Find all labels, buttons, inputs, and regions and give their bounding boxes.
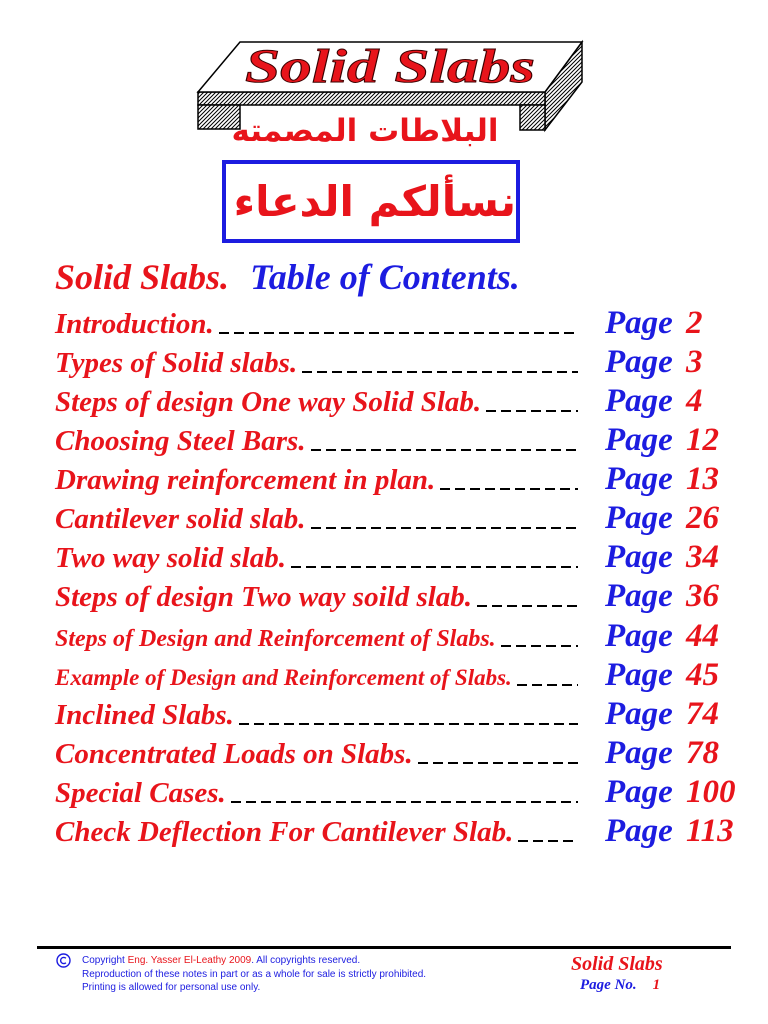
toc-entry-leader bbox=[55, 307, 578, 340]
toc-page-number: 74 bbox=[686, 695, 719, 732]
copyright-word: Copyright bbox=[82, 955, 125, 966]
toc-entry-leader bbox=[55, 466, 578, 495]
toc-dash-leader bbox=[518, 840, 578, 842]
toc-entry-leader bbox=[55, 544, 578, 573]
toc-entry-leader bbox=[55, 424, 578, 457]
toc-entry bbox=[0, 618, 768, 657]
toc-entry-title: Cantilever solid slab. bbox=[55, 503, 306, 536]
toc-entry-title: Types of Solid slabs. bbox=[55, 346, 298, 379]
toc-page-number: 113 bbox=[686, 813, 734, 850]
slab-front-edge bbox=[198, 92, 545, 105]
toc-dash-leader bbox=[311, 449, 578, 451]
toc-dash-leader bbox=[239, 723, 578, 725]
toc-page-number: 3 bbox=[686, 343, 703, 380]
page-number-label: Page No. bbox=[580, 977, 637, 993]
toc-dash-leader bbox=[440, 488, 578, 490]
toc-entry bbox=[0, 579, 768, 618]
toc-heading-subject: Solid Slabs. bbox=[55, 257, 230, 297]
toc-dash-leader bbox=[517, 684, 578, 686]
toc-entry-title: Inclined Slabs. bbox=[55, 698, 234, 731]
toc-page-number: 13 bbox=[686, 461, 719, 498]
toc-page-label: Page bbox=[605, 500, 673, 537]
toc-page-label: Page bbox=[605, 656, 673, 693]
toc-page-number: 44 bbox=[686, 617, 719, 654]
printing-notice: Printing is allowed for personal use only. bbox=[82, 982, 261, 993]
toc-entry-title: Two way solid slab. bbox=[55, 542, 286, 575]
toc-page-label: Page bbox=[605, 304, 673, 341]
toc-page-label: Page bbox=[605, 578, 673, 615]
toc-entry-leader bbox=[55, 740, 578, 769]
toc-page-label: Page bbox=[605, 617, 673, 654]
toc-entry-leader bbox=[55, 505, 578, 534]
toc-entry bbox=[0, 775, 768, 814]
toc-entry bbox=[0, 501, 768, 540]
toc-dash-leader bbox=[291, 566, 578, 568]
toc-page-label: Page bbox=[605, 382, 673, 419]
prayer-box bbox=[222, 160, 520, 243]
toc-entry-leader bbox=[55, 666, 578, 689]
toc-entry bbox=[0, 540, 768, 579]
footer-rule bbox=[37, 946, 731, 949]
toc-heading-label: Table of Contents. bbox=[250, 257, 520, 297]
toc-entry-title: Drawing reinforcement in plan. bbox=[55, 464, 436, 497]
toc-page-number: 45 bbox=[686, 656, 719, 693]
toc-dash-leader bbox=[477, 605, 578, 607]
toc-page-number: 2 bbox=[686, 304, 703, 341]
copyright-icon bbox=[56, 953, 71, 968]
toc-heading bbox=[55, 259, 520, 295]
toc-entry-leader bbox=[55, 627, 578, 651]
toc-entry-leader bbox=[55, 779, 578, 808]
toc-entry-leader bbox=[55, 698, 578, 731]
footer-document-title: Solid Slabs bbox=[571, 953, 663, 975]
toc-dash-leader bbox=[418, 762, 578, 764]
toc-entry-title: Special Cases. bbox=[55, 777, 226, 810]
footer-copyright-notes bbox=[82, 954, 426, 995]
toc-page-number: 26 bbox=[686, 500, 719, 537]
toc-entry bbox=[0, 736, 768, 775]
toc-entry bbox=[0, 305, 768, 344]
toc-entry bbox=[0, 344, 768, 383]
arabic-title: البلاطات المصمته bbox=[231, 113, 499, 149]
author-name: Eng. Yasser El-Leathy 2009 bbox=[127, 955, 252, 966]
toc-dash-leader bbox=[311, 527, 578, 529]
toc-page-number: 12 bbox=[686, 421, 719, 458]
toc-entry-title: Introduction. bbox=[55, 307, 214, 340]
toc-entry-leader bbox=[55, 346, 578, 379]
toc-entry bbox=[0, 696, 768, 735]
toc-page-number: 78 bbox=[686, 735, 719, 772]
toc-entry bbox=[0, 462, 768, 501]
toc-list bbox=[0, 305, 768, 853]
toc-page-label: Page bbox=[605, 774, 673, 811]
toc-entry-leader bbox=[55, 385, 578, 418]
toc-entry-title: Example of Design and Reinforcement of Slabs. bbox=[55, 664, 512, 690]
toc-page-number: 4 bbox=[686, 382, 703, 419]
toc-page-label: Page bbox=[605, 735, 673, 772]
toc-page-label: Page bbox=[605, 813, 673, 850]
logo-title: Solid Slabs bbox=[245, 40, 535, 93]
toc-entry-leader bbox=[55, 818, 578, 847]
footer-page-number bbox=[580, 978, 660, 993]
toc-entry bbox=[0, 657, 768, 696]
toc-dash-leader bbox=[219, 332, 578, 334]
toc-page-label: Page bbox=[605, 461, 673, 498]
toc-page-label: Page bbox=[605, 421, 673, 458]
toc-entry-leader bbox=[55, 583, 578, 612]
toc-page-label: Page bbox=[605, 539, 673, 576]
toc-page-number: 36 bbox=[686, 578, 719, 615]
toc-page-number: 34 bbox=[686, 539, 719, 576]
toc-entry-title: Check Deflection For Cantilever Slab. bbox=[55, 816, 514, 849]
toc-entry-title: Choosing Steel Bars. bbox=[55, 424, 306, 457]
rights-text: . All copyrights reserved. bbox=[251, 955, 361, 966]
page-number-value: 1 bbox=[652, 977, 661, 993]
reproduction-notice: Reproduction of these notes in part or as a whole for sale is strictly prohibited. bbox=[82, 968, 427, 980]
toc-dash-leader bbox=[231, 801, 578, 803]
toc-page-label: Page bbox=[605, 343, 673, 380]
toc-entry bbox=[0, 814, 768, 853]
toc-page-number: 100 bbox=[686, 774, 736, 811]
toc-entry-title: Concentrated Loads on Slabs. bbox=[55, 738, 413, 771]
toc-entry bbox=[0, 383, 768, 422]
toc-dash-leader bbox=[501, 645, 578, 647]
toc-entry-title: Steps of design Two way soild slab. bbox=[55, 581, 473, 614]
arabic-prayer-text: نسألكم الدعاء bbox=[233, 177, 516, 226]
toc-dash-leader bbox=[302, 371, 578, 373]
toc-entry-title: Steps of design One way Solid Slab. bbox=[55, 385, 482, 418]
toc-entry bbox=[0, 422, 768, 461]
toc-page-label: Page bbox=[605, 695, 673, 732]
toc-entry-title: Steps of Design and Reinforcement of Slabs. bbox=[55, 625, 496, 652]
toc-dash-leader bbox=[486, 410, 578, 412]
copyright-line bbox=[82, 954, 426, 968]
